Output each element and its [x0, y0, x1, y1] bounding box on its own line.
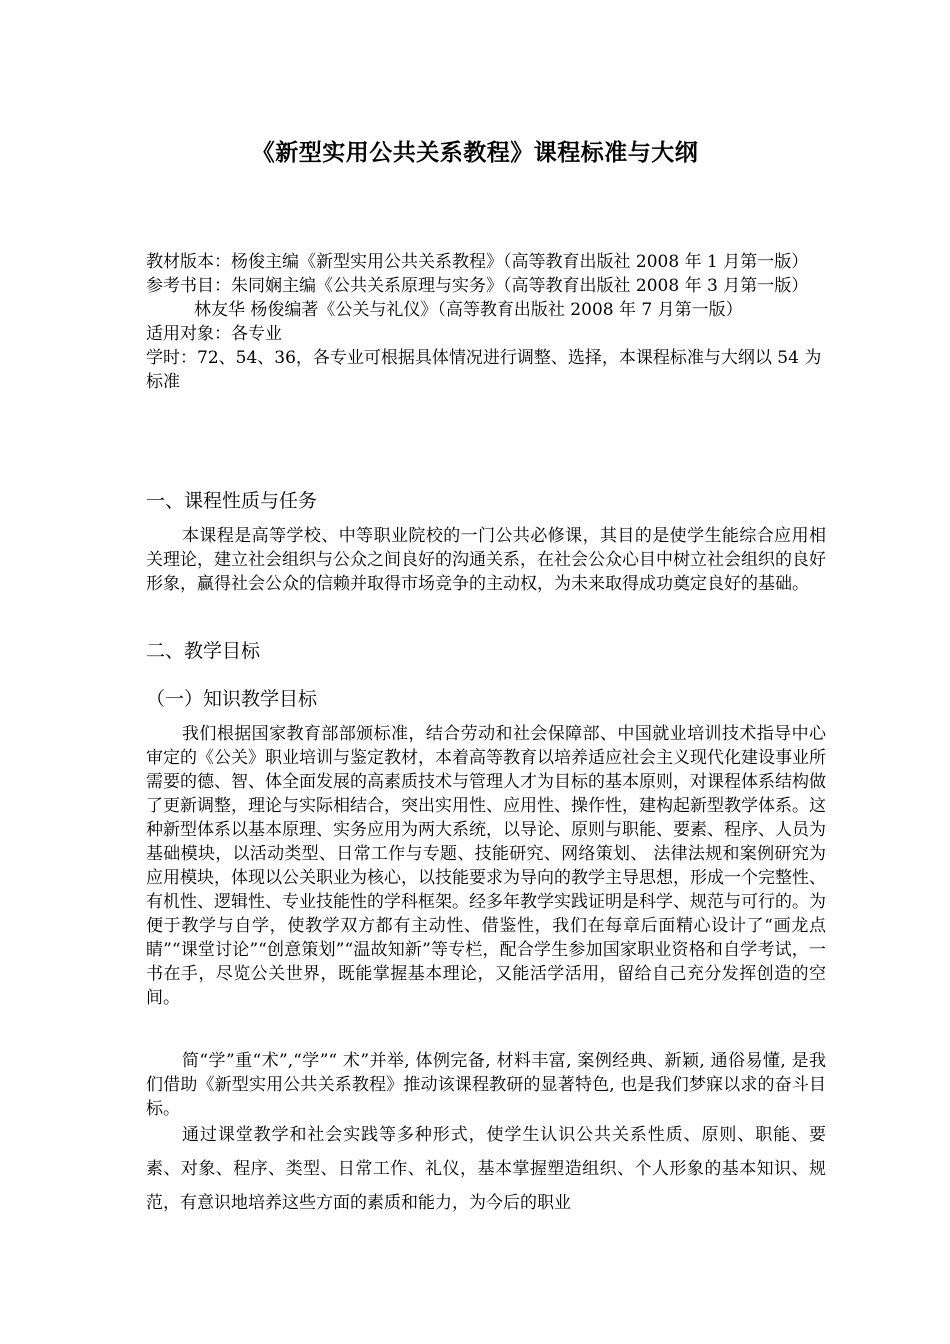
- section-heading-goals: 二、教学目标: [146, 640, 261, 662]
- knowledge-paragraph-2: 简“学”重“术”,“学”“ 术”并举, 体例完备, 材料丰富, 案例经典、新颖, 通俗易懂, 是我们借助《新型实用公共关系教程》推动该课程教研的显著特色, 也是我们梦寐以求的奋斗目标。: [146, 1051, 826, 1119]
- section-heading-nature: 一、课程性质与任务: [146, 490, 318, 512]
- hours-line: 学时：72、54、36，各专业可根据具体情况进行调整、选择，本课程标准与大纲以 54 为标准: [146, 348, 822, 392]
- textbook-line: 教材版本：杨俊主编《新型实用公共关系教程》（高等教育出版社 2008 年 1 月第一版）: [146, 252, 809, 272]
- knowledge-paragraph-1: 我们根据国家教育部部颁标准，结合劳动和社会保障部、中国就业培训技术指导中心审定的《公关》职业培训与鉴定教材，本着高等教育以培养适应社会主义现代化建设事业所需要的德、智、体全面发展的高素质技术与管理人才为目标的基本原则，对课程体系结构做了更新调整，理论与实际相结合，突出实用性、应用性、操作性，建构起新型教学体系。这种新型体系以基本原理、实务应用为两大系统，以导论、原则与职能、要素、程序、人员为基础模块，以活动类型、日常工作与专题、技能研究、网络策划、 法律法规和案例研究为应用模块，体现以公关职业为核心，以技能要求为导向的教学主导思想，形成一个完整性、有机性、逻辑性、专业技能性的学科框架。经多年教学实践证明是科学、规范与可行的。为便于教学与自学，使教学双方都有主动性、借鉴性，我们在每章后面精心设计了“画龙点睛”“课堂讨论”“创意策划”“温故知新”等专栏，配合学生参加国家职业资格和自学考试，一书在手，尽览公关世界，既能掌握基本理论，又能活学活用，留给自己充分发挥创造的空间。: [146, 724, 826, 1008]
- audience-line: 适用对象：各专业: [146, 324, 282, 344]
- knowledge-paragraph-3: 通过课堂教学和社会实践等多种形式，使学生认识公共关系性质、原则、职能、要素、对象、程序、类型、日常工作、礼仪，基本掌握塑造组织、个人形象的基本知识、规范，有意识地培养这些方面的素质和能力，为今后的职业: [146, 1125, 826, 1213]
- section-body-nature: 本课程是高等学校、中等职业院校的一门公共必修课，其目的是使学生能综合应用相关理论，建立社会组织与公众之间良好的沟通关系，在社会公众心目中树立社会组织的良好形象，赢得社会公众的信赖并取得市场竞争的主动权，为未来取得成功奠定良好的基础。: [146, 526, 826, 594]
- document-title: 《新型实用公共关系教程》课程标准与大纲: [251, 140, 699, 166]
- reference-line-1: 参考书目：朱同娴主编《公共关系原理与实务》（高等教育出版社 2008 年 3 月第一版）: [146, 276, 809, 296]
- reference-line-2: 林友华 杨俊编著《公关与礼仪》（高等教育出版社 2008 年 7 月第一版）: [194, 300, 743, 320]
- subsection-heading-knowledge: （一）知识教学目标: [146, 688, 318, 710]
- course-info: [146, 250, 826, 394]
